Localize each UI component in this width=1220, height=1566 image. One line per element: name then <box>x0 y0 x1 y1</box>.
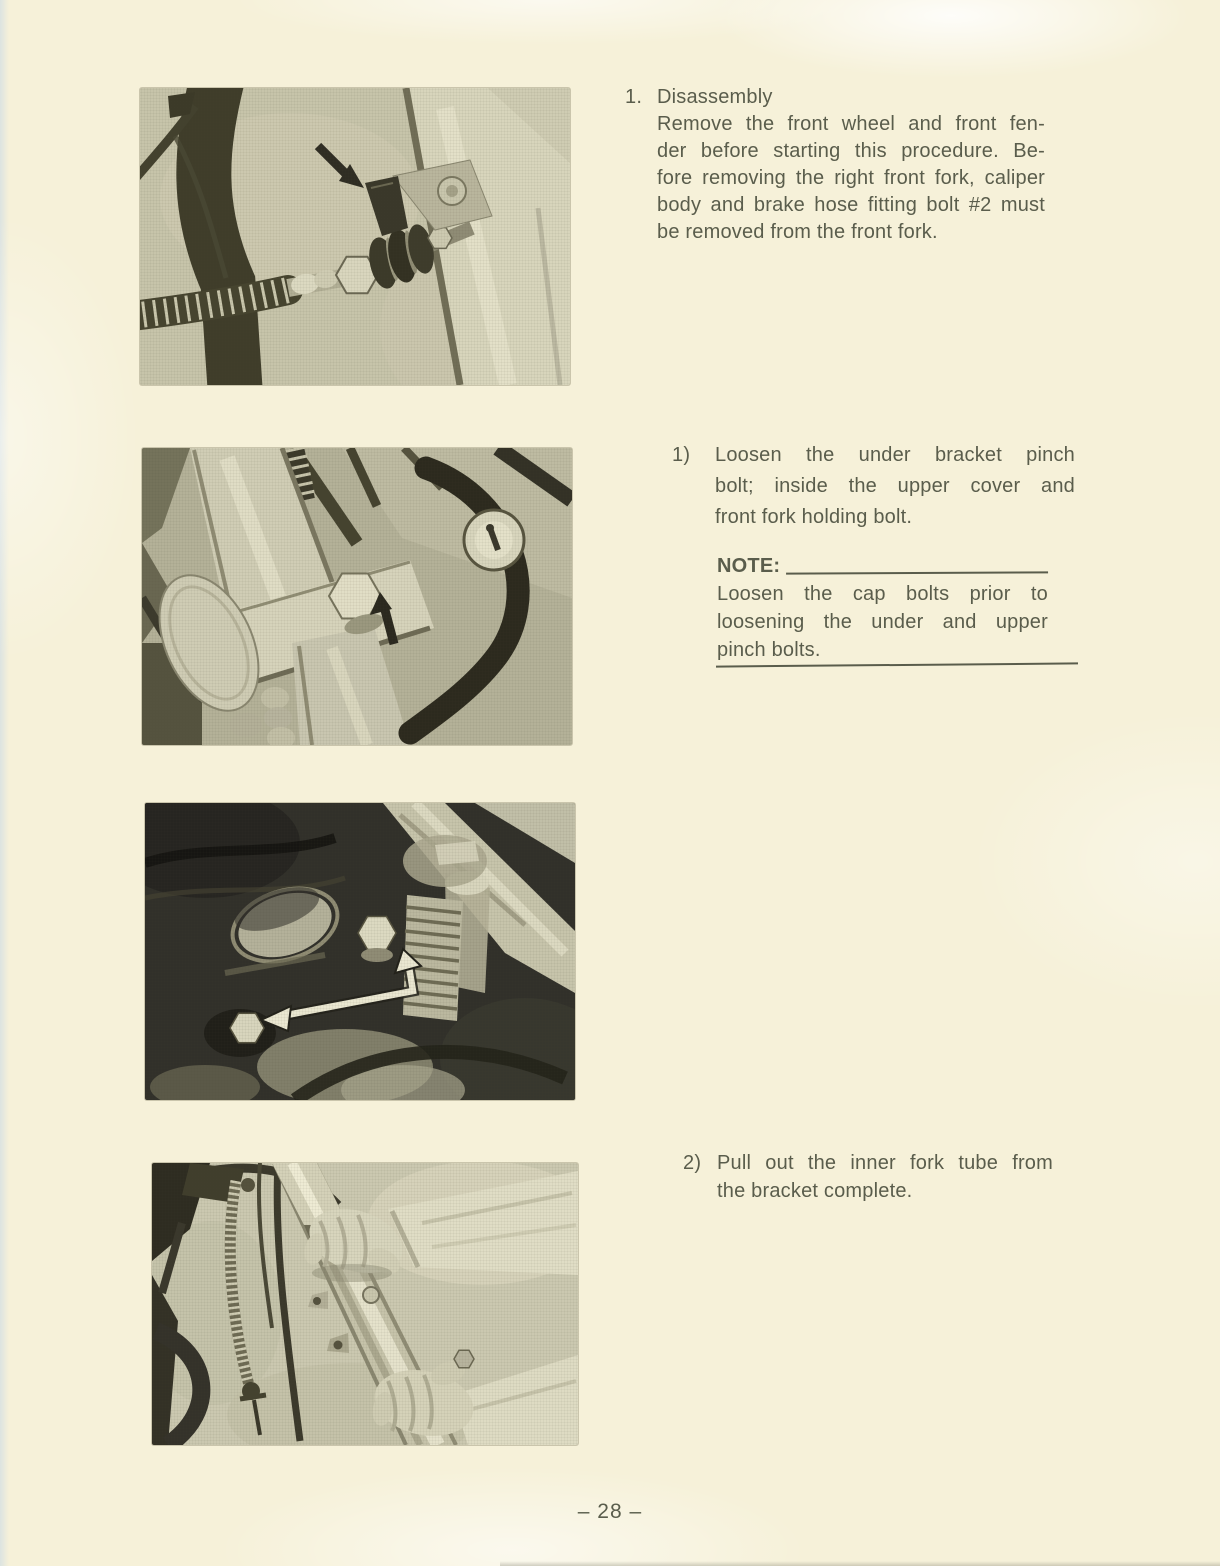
body-line: the bracket complete. <box>717 1180 913 1202</box>
photo4-illustration <box>152 1163 578 1445</box>
note-line: pinch bolts. <box>717 639 821 661</box>
body-line: Pull out the inner fork tube from <box>717 1152 1053 1174</box>
photo3-illustration <box>145 803 575 1100</box>
body-line: body and brake hose fitting bolt #2 must <box>657 194 1045 216</box>
photo2-illustration <box>142 448 572 745</box>
step2-text <box>717 1149 1053 1205</box>
section-title: Disassembly <box>657 86 773 108</box>
body-line: fore removing the right front fork, caliper <box>657 167 1045 189</box>
figure-pull-inner-fork-tube-photo <box>152 1163 578 1445</box>
step1-text <box>715 440 1075 533</box>
note-line: loosening the under and upper <box>717 611 1048 633</box>
note-heading <box>717 552 1048 580</box>
note-label: NOTE: <box>717 555 781 577</box>
body-line: front fork holding bolt. <box>715 506 913 528</box>
figure-fork-holding-bolts-photo <box>145 803 575 1100</box>
body-line: be removed from the front fork. <box>657 221 938 243</box>
note-line: Loosen the cap bolts prior to <box>717 583 1048 605</box>
body-line: Remove the front wheel and front fen- <box>657 113 1045 135</box>
body-line: bolt; inside the upper cover and <box>715 475 1075 497</box>
section-number: 1. <box>625 86 643 108</box>
body-line: Loosen the under bracket pinch <box>715 444 1075 466</box>
figure-under-bracket-pinch-bolt-photo <box>142 448 572 745</box>
step2-number: 2) <box>683 1152 702 1174</box>
figure-brake-hose-fitting-photo <box>140 88 570 385</box>
disassembly-section <box>657 84 1045 246</box>
note-top-rule <box>786 551 1048 574</box>
photo1-illustration <box>140 88 570 385</box>
note-block <box>717 552 1048 664</box>
step1-number: 1) <box>672 444 691 466</box>
scan-edge-shadow <box>500 1561 1220 1566</box>
body-line: der before starting this procedure. Be- <box>657 140 1045 162</box>
page-number: – 28 – <box>577 1500 643 1523</box>
